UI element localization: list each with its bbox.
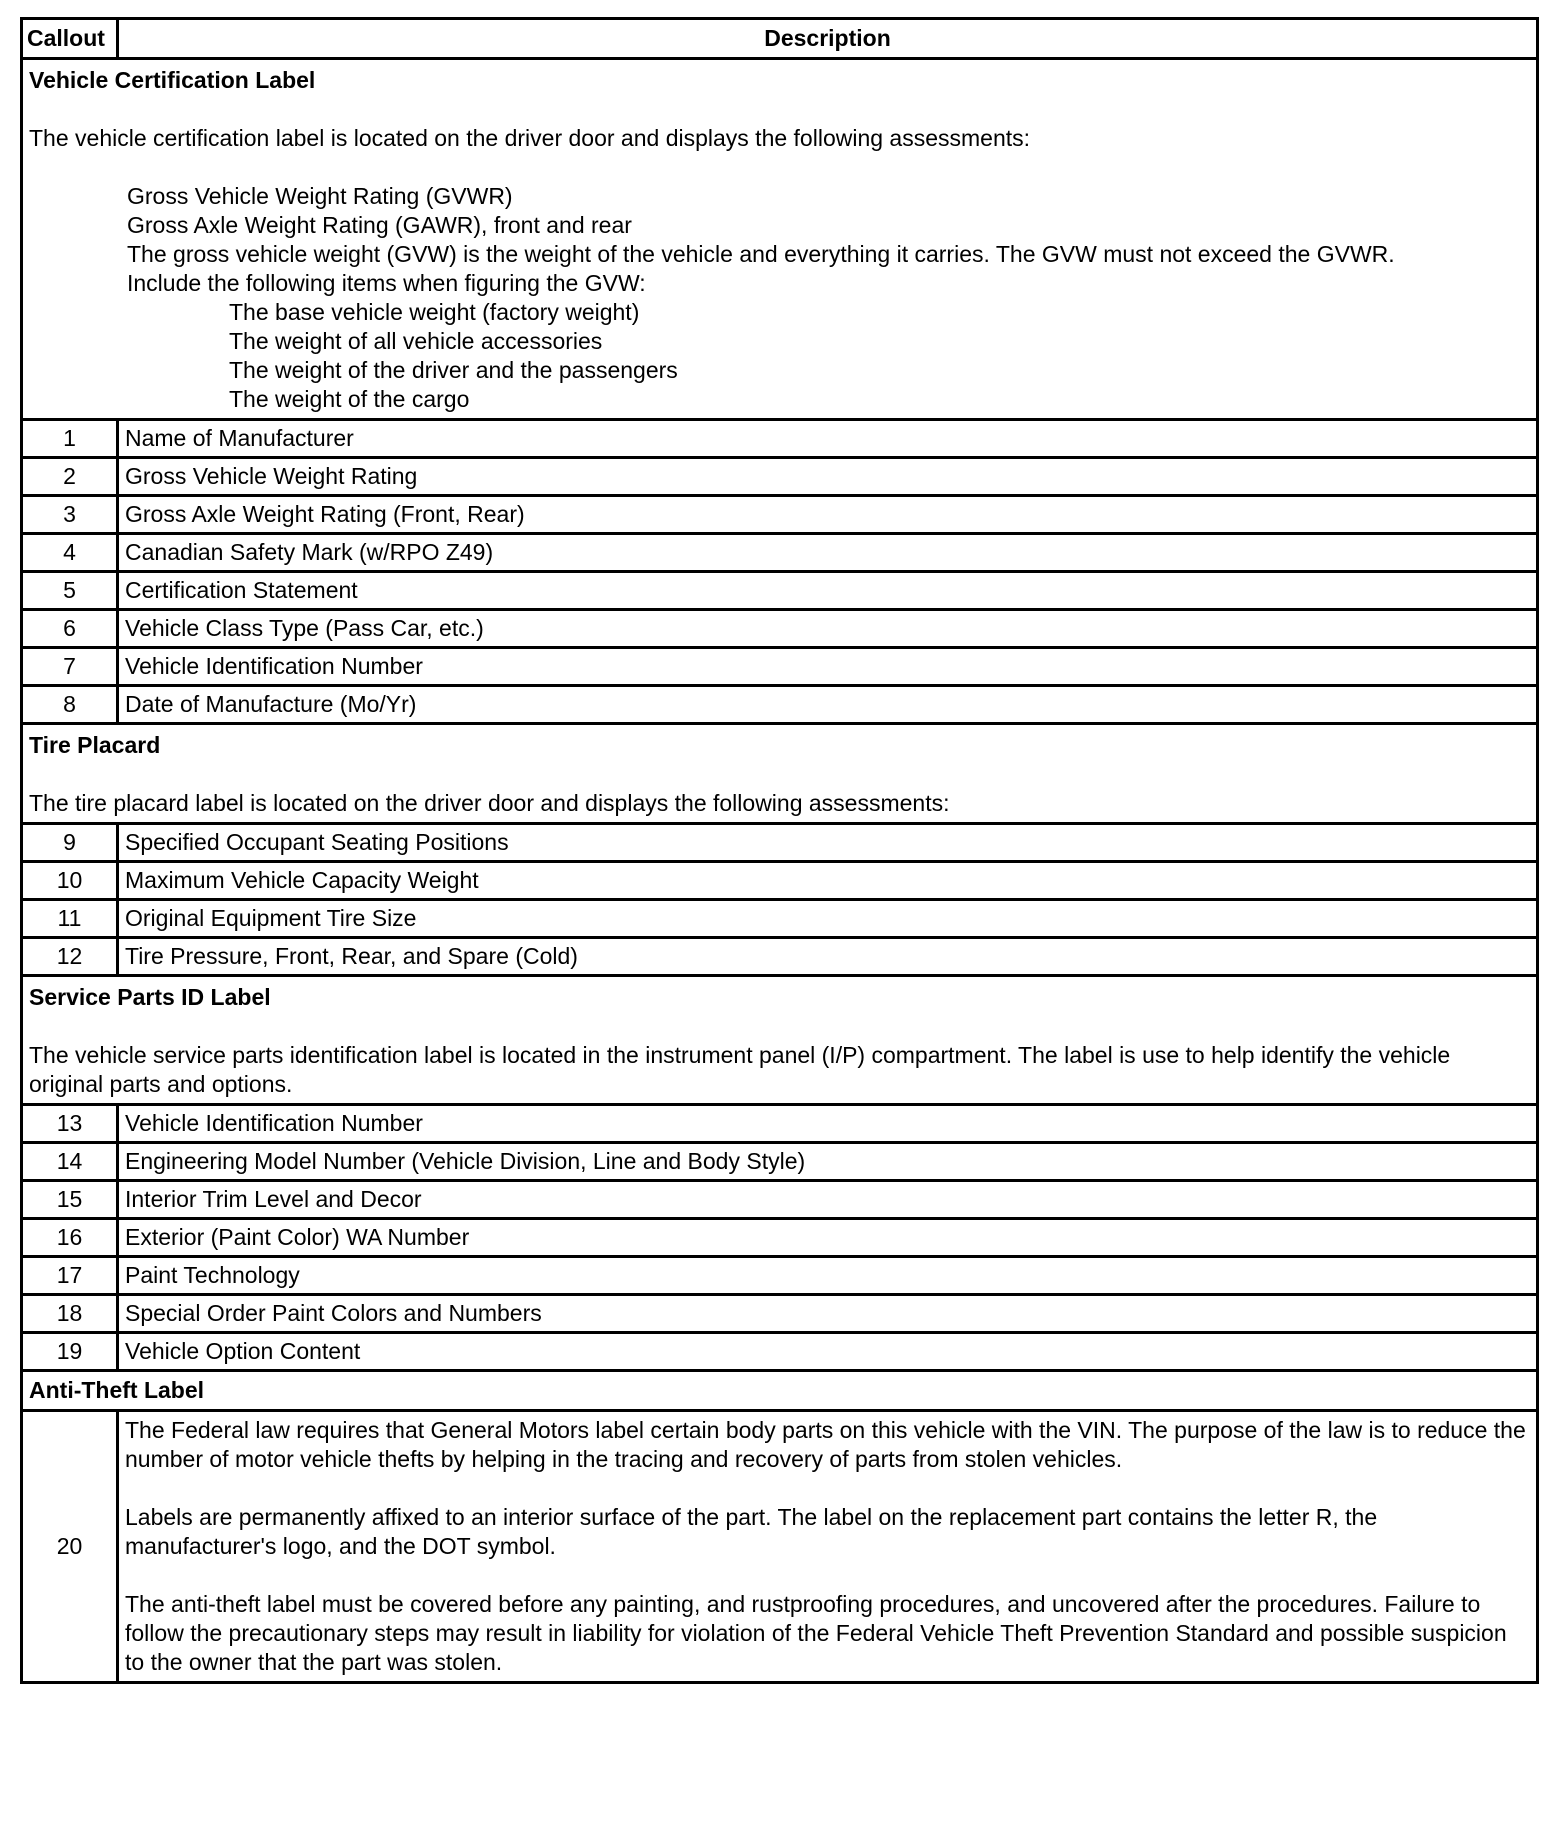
table-row [22, 900, 1538, 938]
paragraph: The anti-theft label must be covered before any painting, and rustproofing procedures, and uncovered after the procedures. Failure to follow the precautionary steps may result in liability for violation of the Federal Vehicle Theft Prevention Standard and possible suspicion to the owner that the part was stolen. [125, 1591, 1507, 1675]
section-service-parts [22, 976, 1538, 1105]
callout-table [20, 17, 1539, 1684]
description-column-header: Description [118, 19, 1538, 59]
table-row [22, 458, 1538, 496]
sub-list-item: The weight of all vehicle accessories [229, 328, 603, 354]
callout-number: 8 [22, 686, 118, 724]
callout-description: Vehicle Class Type (Pass Car, etc.) [118, 610, 1538, 648]
callout-number: 15 [22, 1181, 118, 1219]
table-row [22, 534, 1538, 572]
callout-number: 10 [22, 862, 118, 900]
callout-number: 6 [22, 610, 118, 648]
callout-number: 2 [22, 458, 118, 496]
callout-description: Canadian Safety Mark (w/RPO Z49) [118, 534, 1538, 572]
table-row [22, 1257, 1538, 1295]
callout-number: 18 [22, 1295, 118, 1333]
callout-description: Paint Technology [118, 1257, 1538, 1295]
callout-number: 20 [22, 1411, 118, 1683]
callout-description: Vehicle Identification Number [118, 648, 1538, 686]
table-row [22, 648, 1538, 686]
section-title: Vehicle Certification Label [29, 67, 316, 93]
section-anti-theft [22, 1371, 1538, 1411]
section-intro: The vehicle certification label is located on the driver door and displays the following assessments: [29, 125, 1031, 151]
section-tire-placard [22, 724, 1538, 824]
callout-description: Certification Statement [118, 572, 1538, 610]
table-row [22, 572, 1538, 610]
sub-list-item: The base vehicle weight (factory weight) [229, 299, 640, 325]
paragraph: Labels are permanently affixed to an interior surface of the part. The label on the replacement part contains the letter R, the manufacturer's logo, and the DOT symbol. [125, 1504, 1378, 1559]
table-row [22, 1105, 1538, 1143]
list-item: Gross Axle Weight Rating (GAWR), front and rear [127, 212, 632, 238]
callout-description: Maximum Vehicle Capacity Weight [118, 862, 1538, 900]
callout-description [118, 1411, 1538, 1683]
table-row [22, 1295, 1538, 1333]
section-cell [22, 976, 1538, 1105]
section-vehicle-certification [22, 59, 1538, 420]
callout-number: 14 [22, 1143, 118, 1181]
table-row [22, 496, 1538, 534]
callout-description: Exterior (Paint Color) WA Number [118, 1219, 1538, 1257]
callout-number: 11 [22, 900, 118, 938]
table-row [22, 420, 1538, 458]
callout-description: Tire Pressure, Front, Rear, and Spare (Cold) [118, 938, 1538, 976]
callout-number: 1 [22, 420, 118, 458]
callout-description: Interior Trim Level and Decor [118, 1181, 1538, 1219]
table-row [22, 1219, 1538, 1257]
table-row [22, 824, 1538, 862]
callout-description: Specified Occupant Seating Positions [118, 824, 1538, 862]
section-title: Anti-Theft Label [29, 1377, 205, 1403]
table-row [22, 938, 1538, 976]
section-intro: The vehicle service parts identification label is located in the instrument panel (I/P) compartment. The label is use to help identify the vehicle original parts and options. [29, 1042, 1451, 1097]
callout-description: Original Equipment Tire Size [118, 900, 1538, 938]
callout-number: 17 [22, 1257, 118, 1295]
callout-description: Special Order Paint Colors and Numbers [118, 1295, 1538, 1333]
callout-number: 5 [22, 572, 118, 610]
table-row-anti-theft [22, 1411, 1538, 1683]
callout-number: 7 [22, 648, 118, 686]
header-row [22, 19, 1538, 59]
table-row [22, 1181, 1538, 1219]
callout-number: 16 [22, 1219, 118, 1257]
list-item: Gross Vehicle Weight Rating (GVWR) [127, 183, 513, 209]
section-title: Tire Placard [29, 732, 161, 758]
callout-description: Vehicle Option Content [118, 1333, 1538, 1371]
table-row [22, 862, 1538, 900]
callout-description: Gross Vehicle Weight Rating [118, 458, 1538, 496]
section-title: Service Parts ID Label [29, 984, 271, 1010]
callout-number: 12 [22, 938, 118, 976]
callout-column-header: Callout [22, 19, 118, 59]
callout-description: Gross Axle Weight Rating (Front, Rear) [118, 496, 1538, 534]
section-cell [22, 724, 1538, 824]
label-reference-document [20, 17, 1536, 1684]
callout-number: 4 [22, 534, 118, 572]
callout-number: 19 [22, 1333, 118, 1371]
callout-number: 13 [22, 1105, 118, 1143]
section-cell [22, 59, 1538, 420]
paragraph: The Federal law requires that General Motors label certain body parts on this vehicle with the VIN. The purpose of the law is to reduce the number of motor vehicle thefts by helping in the tracing and recovery of parts from stolen vehicles. [125, 1417, 1526, 1472]
callout-description: Name of Manufacturer [118, 420, 1538, 458]
section-cell [22, 1371, 1538, 1411]
table-row [22, 610, 1538, 648]
list-item: Include the following items when figuring the GVW: [127, 270, 646, 296]
table-row [22, 1333, 1538, 1371]
list-item: The gross vehicle weight (GVW) is the weight of the vehicle and everything it carries. The GVW must not exceed the GVWR. [127, 241, 1395, 267]
callout-description: Date of Manufacture (Mo/Yr) [118, 686, 1538, 724]
callout-number: 9 [22, 824, 118, 862]
callout-number: 3 [22, 496, 118, 534]
table-row [22, 686, 1538, 724]
sub-list-item: The weight of the driver and the passengers [229, 357, 678, 383]
callout-description: Vehicle Identification Number [118, 1105, 1538, 1143]
table-row [22, 1143, 1538, 1181]
section-intro: The tire placard label is located on the driver door and displays the following assessments: [29, 790, 950, 816]
sub-list-item: The weight of the cargo [229, 386, 470, 412]
callout-description: Engineering Model Number (Vehicle Division, Line and Body Style) [118, 1143, 1538, 1181]
